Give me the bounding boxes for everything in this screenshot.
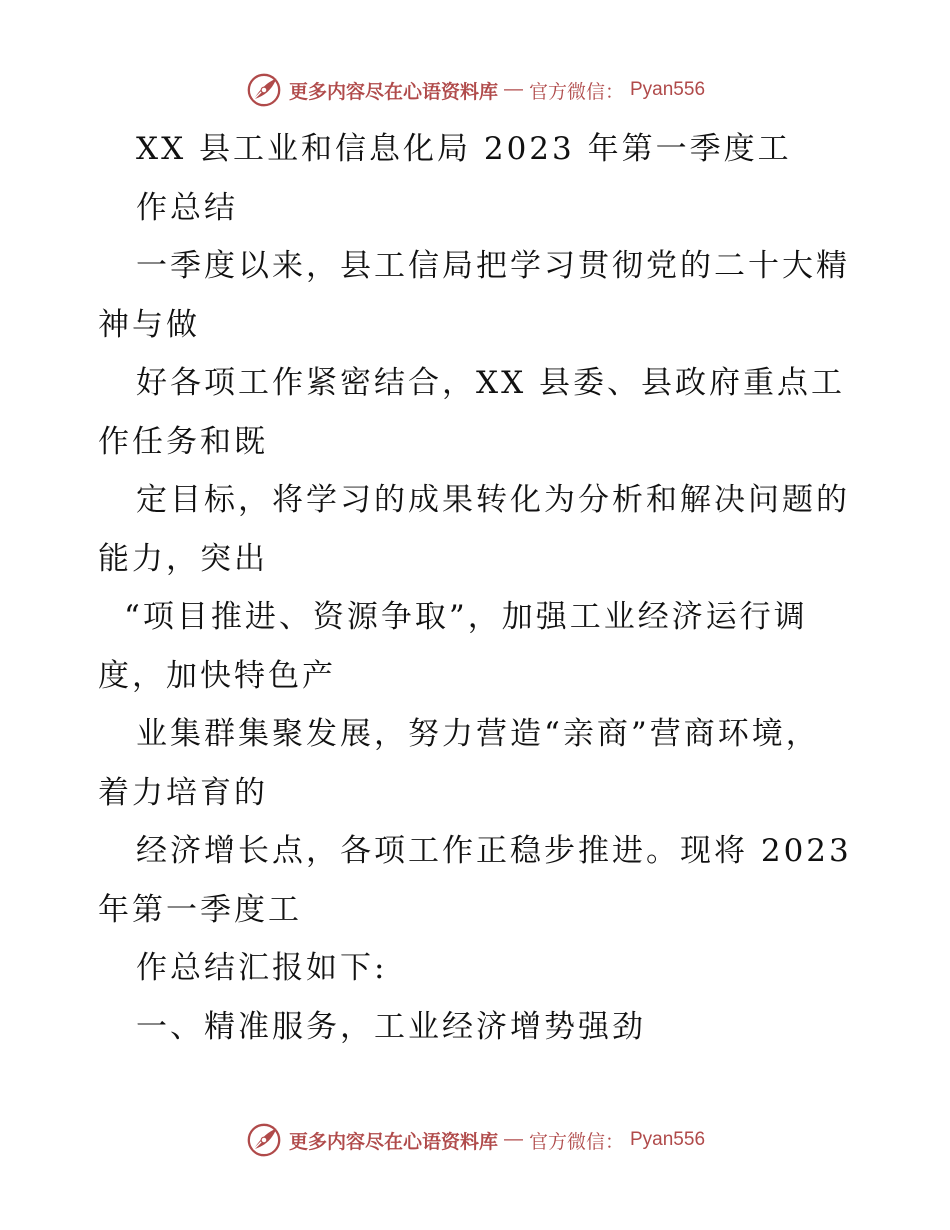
banner-title: 更多内容尽在心语资料库	[288, 80, 498, 103]
paragraph-line: 好各项工作紧密结合，XX 县委、县政府重点工	[136, 365, 845, 401]
paragraph-line: 一季度以来，县工信局把学习贯彻党的二十大精	[136, 248, 850, 284]
paragraph-line: 能力，突出	[98, 540, 268, 577]
paragraph-line: 年第一季度工	[98, 891, 302, 928]
document-body	[98, 120, 858, 1056]
paragraph-line: 作任务和既	[98, 423, 268, 460]
banner-wechat-handle: Pyan556	[630, 1129, 706, 1150]
paragraph-line: 神与做	[98, 306, 200, 343]
paragraph-line: 定目标，将学习的成果转化为分析和解决问题的	[136, 482, 850, 518]
banner-separator: —	[503, 79, 523, 100]
paragraph-line: 度，加快特色产	[98, 657, 336, 694]
banner-title: 更多内容尽在心语资料库	[288, 1130, 498, 1153]
footer-watermark-banner	[0, 1118, 950, 1162]
banner-contact-label: 官方微信：	[528, 1130, 624, 1153]
paragraph-line: “项目推进、资源争取”，加强工业经济运行调	[124, 599, 808, 635]
paragraph-line: 经济增长点，各项工作正稳步推进。现将 2023	[136, 833, 852, 869]
doc-title-line-1: XX 县工业和信息化局 2023 年第一季度工	[136, 131, 792, 167]
header-watermark-banner	[0, 68, 950, 112]
banner-separator: —	[503, 1129, 523, 1150]
paragraph-line: 着力培育的	[98, 774, 268, 811]
banner-contact-label: 官方微信：	[528, 80, 624, 103]
doc-title-line-2: 作总结	[136, 189, 238, 226]
quill-pen-icon	[245, 71, 283, 109]
section-heading: 一、精准服务，工业经济增势强劲	[136, 1008, 646, 1045]
paragraph-line: 业集群集聚发展，努力营造“亲商”营商环境，	[136, 716, 820, 752]
banner-wechat-handle: Pyan556	[630, 79, 706, 100]
quill-pen-icon	[245, 1121, 283, 1159]
paragraph-line: 作总结汇报如下:	[136, 950, 388, 986]
